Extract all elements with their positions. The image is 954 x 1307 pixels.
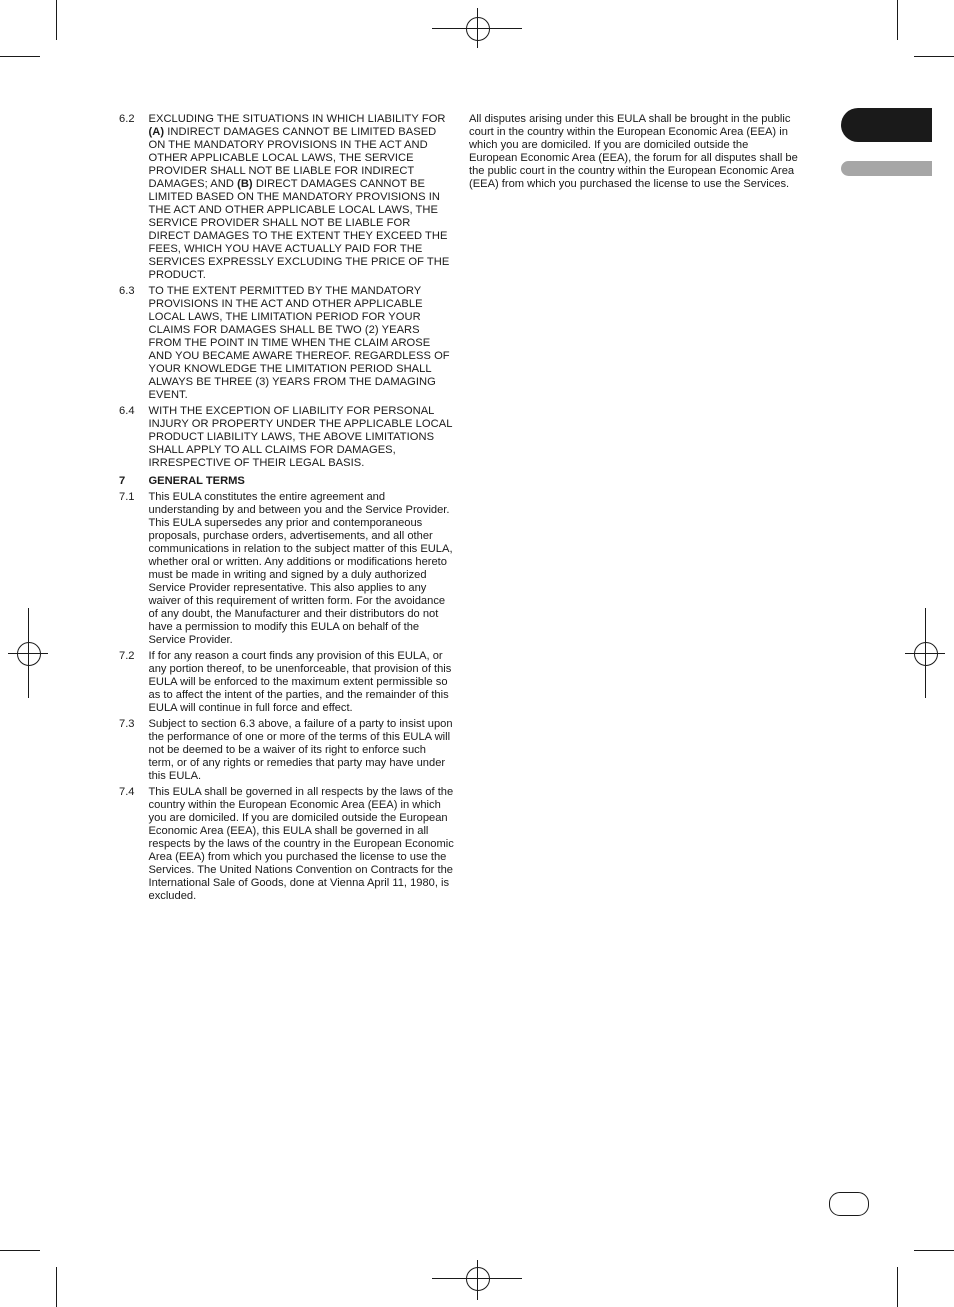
clause-text: TO THE EXTENT PERMITTED BY THE MANDATORY PROVISIONS IN THE ACT AND OTHER APPLICABLE LOCAL LAWS, THE LIMITATION PERIOD FOR YOUR CLAIMS FOR DAMAGES SHALL BE TWO (2) YEARS FROM THE POINT IN TIME WHEN THE CLAIM AROSE AND YOU BECAME AWARE THEREOF. REGARDLESS OF YOUR KNOWLEDGE THE LIMITATION PERIOD SHALL ALWAYS BE THREE (3) YEARS FROM THE DAMAGING EVENT. [148,285,450,401]
clause-text: WITH THE EXCEPTION OF LIABILITY FOR PERSONAL INJURY OR PROPERTY UNDER THE APPLICABLE LOCAL PRODUCT LIABILITY LAWS, THE ABOVE LIMITATIONS SHALL APPLY TO ALL CLAIMS FOR DAMAGES, IRRESPECTIVE OF THEIR LEGAL BASIS. [148,405,453,469]
clause-number: 7.3 [119,718,135,730]
language-tab [841,161,932,176]
clause-number: 6.4 [119,405,135,417]
clause-text: If for any reason a court finds any provision of this EULA, or any portion thereof, to be unenforceable, that provision of this EULA will be enforced to the maximum extent permissible so as to affect the intent of the parties, and the remainder of this EULA will continue in full force and effect. [148,650,452,714]
bold-marker-a: (A) [148,126,165,138]
page-number-badge [829,1192,869,1216]
clause-number: 6.3 [119,285,135,297]
clause-6-3 [119,285,454,402]
section-number: 7 [119,475,126,487]
clause-number: 7.2 [119,650,135,662]
clause-7-1 [119,491,454,647]
clause-number: 7.1 [119,491,135,503]
clause-number: 6.2 [119,113,135,125]
right-column [469,113,799,191]
clause-7-3 [119,718,454,783]
clause-text: This EULA constitutes the entire agreement and understanding by and between you and the Service Provider. This EULA supersedes any prior and contemporaneous proposals, purchase orders, advertisements, and all other communications in relation to the subject matter of this EULA, whether oral or written. Any additions or modifications hereto must be made in writing and signed by a duly authorized Service Provider representative. This also applies to any waiver of this requirement of written form. For the avoidance of any doubt, the Manufacturer and their distributors do not have a permission to modify this EULA on behalf of the Service Provider. [148,491,453,646]
clause-6-4 [119,405,454,470]
clause-number: 7.4 [119,786,135,798]
clause-7-2 [119,650,454,715]
section-title: GENERAL TERMS [148,475,245,487]
chapter-tab [841,108,932,142]
clause-6-2 [119,113,454,282]
clause-text: EXCLUDING THE SITUATIONS IN WHICH LIABILITY FOR (A) INDIRECT DAMAGES CANNOT BE LIMITED BASED ON THE MANDATORY PROVISIONS IN THE ACT AND OTHER APPLICABLE LOCAL LAWS, THE SERVICE PROVIDER SHALL NOT BE LIABLE FOR INDIRECT DAMAGES; AND (B) DIRECT DAMAGES CANNOT BE LIMITED BASED ON THE MANDATORY PROVISIONS IN THE ACT AND OTHER APPLICABLE LOCAL LAWS, THE SERVICE PROVIDER SHALL NOT BE LIABLE FOR DIRECT DAMAGES TO THE EXTENT THEY EXCEED THE FEES, WHICH YOU HAVE ACTUALLY PAID FOR THE SERVICES EXPRESSLY EXCLUDING THE PRICE OF THE PRODUCT. [148,113,450,281]
clause-text: This EULA shall be governed in all respects by the laws of the country within the European Economic Area (EEA) in which you are domiciled. If you are domiciled outside the European Economic Area (EEA), this EULA shall be governed in all respects by the laws of the country in the European Economic Area (EEA) from which you purchased the license to use the Services. The United Nations Convention on Contracts for the International Sale of Goods, done at Vienna April 11, 1980, is excluded. [148,786,454,902]
section-heading-7 [119,475,454,488]
clause-7-4 [119,786,454,903]
disputes-paragraph: All disputes arising under this EULA shall be brought in the public court in the country within the European Economic Area (EEA) in which you are domiciled. If you are domiciled outside the European Economic Area (EEA), the forum for all disputes shall be the public court in the country within the European Economic Area (EEA) from which you purchased the license to use the Services. [469,113,798,190]
clause-text: Subject to section 6.3 above, a failure of a party to insist upon the performance of one or more of the terms of this EULA will not be deemed to be a waiver of its right to enforce such term, or of any rights or remedies that party may have under this EULA. [148,718,453,782]
bold-marker-b: (B) [237,178,253,190]
left-column [119,113,454,906]
